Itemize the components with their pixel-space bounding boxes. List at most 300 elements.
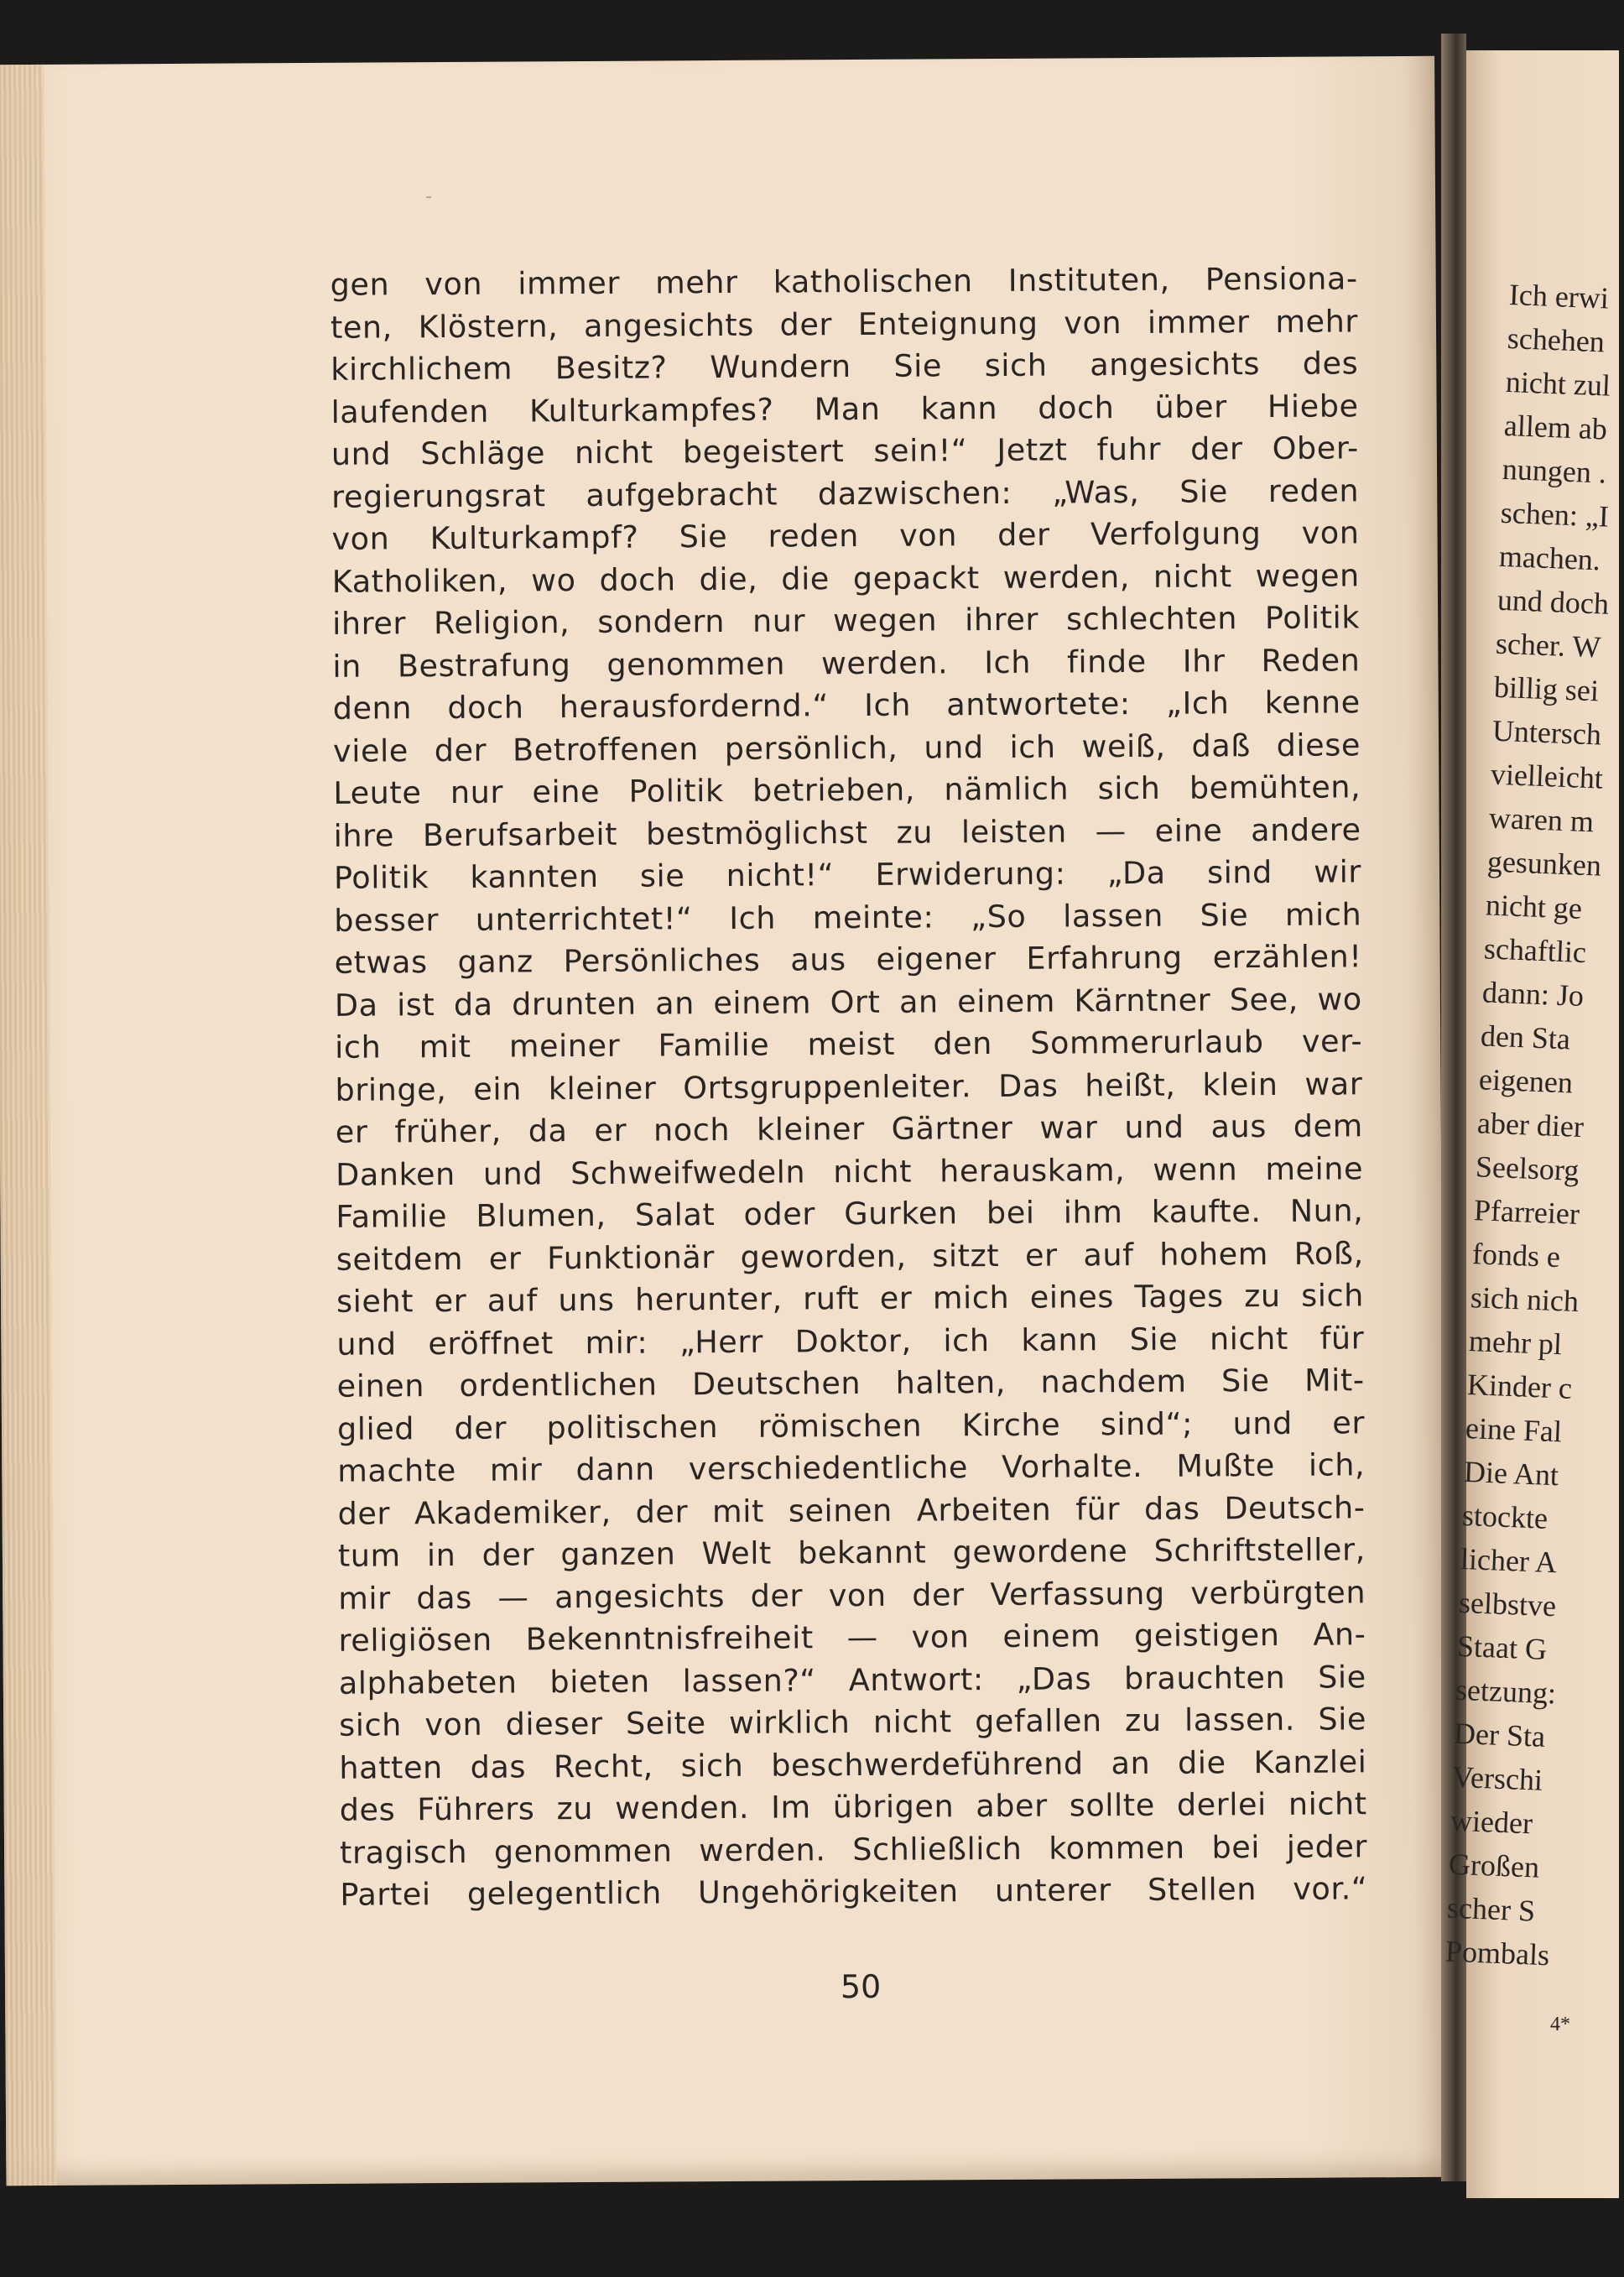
- word: dem: [1293, 1107, 1363, 1144]
- word: zu: [1124, 1701, 1162, 1739]
- word: sein!“: [873, 432, 968, 469]
- word: werden.: [699, 1831, 826, 1868]
- word: Antwort:: [848, 1660, 984, 1698]
- text-line: Die Ant: [1463, 1454, 1559, 1493]
- word: kann: [920, 389, 998, 427]
- word: Verfassung: [990, 1575, 1165, 1613]
- text-line: [338, 1529, 1366, 1577]
- word: Wundern: [710, 348, 851, 386]
- word: Schläge: [420, 435, 546, 472]
- word: Persönliches: [563, 941, 761, 980]
- word: der: [912, 1576, 965, 1613]
- word: sieht: [336, 1283, 414, 1320]
- word: Recht,: [553, 1748, 653, 1785]
- text-line: [340, 1783, 1367, 1832]
- word: wegen: [1255, 556, 1360, 594]
- word: Sie: [1318, 1658, 1366, 1696]
- word: Sie: [1221, 1363, 1270, 1399]
- word: in: [332, 648, 362, 685]
- text-line: billig sei: [1493, 670, 1600, 708]
- word: Erwiderung:: [875, 855, 1066, 893]
- word: seinen: [788, 1492, 893, 1529]
- word: meinte:: [812, 898, 934, 935]
- word: von: [331, 520, 390, 557]
- word: der: [779, 305, 833, 343]
- word: Sie: [1200, 896, 1249, 934]
- word: der: [635, 1493, 689, 1530]
- text-line: selbstve: [1458, 1585, 1557, 1623]
- word: ich: [335, 1029, 382, 1066]
- text-line: Staat G: [1456, 1628, 1548, 1666]
- word: dann: [575, 1451, 655, 1488]
- word: Vorhalte.: [1001, 1447, 1143, 1485]
- word: des: [339, 1791, 396, 1828]
- word: tum: [337, 1537, 401, 1574]
- word: sondern: [597, 602, 726, 640]
- word: gewordene: [952, 1533, 1128, 1571]
- word: mit: [711, 1493, 765, 1529]
- text-line: stockte: [1461, 1498, 1549, 1535]
- word: von: [424, 1706, 483, 1743]
- word: Akademiker,: [414, 1493, 612, 1531]
- word: meist: [807, 1025, 896, 1063]
- word: zu: [896, 813, 934, 851]
- word: Ihr: [1182, 642, 1226, 680]
- text-line: [340, 1826, 1367, 1874]
- word: reden: [1267, 472, 1360, 509]
- word: bemühten,: [1189, 769, 1361, 806]
- text-line: [340, 1868, 1367, 1916]
- word: die: [781, 560, 830, 597]
- word: einem: [713, 983, 812, 1021]
- word: ihrer: [332, 605, 407, 642]
- word: gefallen: [975, 1702, 1102, 1740]
- text-line: sich nich: [1470, 1280, 1580, 1319]
- word: Berufsarbeit: [422, 815, 618, 853]
- word: Sie: [1318, 1701, 1367, 1738]
- text-line: [335, 1020, 1362, 1069]
- word: er: [879, 1279, 913, 1316]
- word: lassen?“: [682, 1661, 816, 1699]
- word: Arbeiten: [916, 1491, 1052, 1529]
- paper-speck: [426, 196, 431, 198]
- word: Klöstern,: [418, 307, 559, 345]
- word: der: [434, 732, 487, 769]
- word: an: [1111, 1744, 1151, 1781]
- word: persönlich,: [724, 729, 898, 767]
- word: nur: [450, 774, 504, 810]
- word: politischen: [546, 1408, 719, 1446]
- word: ich: [943, 1321, 990, 1358]
- word: sich: [984, 346, 1048, 384]
- word: unterrichtet!“: [475, 899, 693, 938]
- word: dazwischen:: [817, 474, 1012, 512]
- text-line: [332, 555, 1360, 603]
- word: „So: [971, 898, 1027, 935]
- text-line: und doch: [1496, 582, 1610, 621]
- word: Religion,: [433, 604, 570, 642]
- text-line: [334, 935, 1361, 984]
- word: immer: [518, 264, 621, 302]
- page-number: 50: [840, 1967, 882, 2006]
- word: er: [594, 1112, 627, 1149]
- word: gelegentlich: [466, 1874, 662, 1912]
- word: —: [1095, 812, 1127, 849]
- word: einem: [1002, 1618, 1101, 1654]
- word: Sie: [1129, 1321, 1179, 1357]
- word: wenden.: [614, 1789, 750, 1826]
- word: wenn: [1153, 1150, 1238, 1188]
- text-line: [334, 851, 1361, 899]
- word: werden,: [1002, 558, 1131, 596]
- word: mit: [419, 1028, 471, 1066]
- word: Welt: [701, 1534, 773, 1572]
- word: Kärntner: [1074, 981, 1211, 1019]
- word: Da: [334, 986, 378, 1024]
- text-line: waren m: [1488, 800, 1595, 839]
- word: nachdem: [1040, 1363, 1187, 1400]
- text-line: [339, 1656, 1366, 1705]
- text-line: dann: Jo: [1481, 975, 1585, 1013]
- word: „Ich: [1165, 685, 1230, 722]
- word: Seite: [625, 1705, 706, 1742]
- word: jeder: [1286, 1827, 1368, 1865]
- text-line: [331, 512, 1359, 560]
- word: herauskam,: [940, 1151, 1126, 1189]
- word: nicht: [833, 1153, 913, 1190]
- text-line: schehen: [1507, 320, 1606, 359]
- word: alphabeten: [338, 1663, 518, 1701]
- word: Familie: [658, 1026, 770, 1064]
- word: der: [481, 1536, 535, 1573]
- word: Pensiona-: [1205, 260, 1358, 298]
- word: Politik: [628, 772, 724, 810]
- word: auf: [1083, 1236, 1134, 1273]
- word: nicht: [1153, 557, 1232, 595]
- word: und: [1232, 1404, 1293, 1441]
- text-line: [333, 724, 1361, 773]
- text-line: [334, 894, 1361, 942]
- word: von: [828, 1576, 887, 1613]
- word: finde: [1066, 643, 1147, 680]
- word: betrieben,: [752, 771, 916, 809]
- word: Ungehörigkeiten: [697, 1873, 959, 1911]
- word: Enteignung: [857, 305, 1038, 342]
- word: und: [482, 1154, 544, 1192]
- word: das: [1143, 1490, 1200, 1527]
- text-line: [333, 766, 1361, 815]
- text-line: [332, 597, 1360, 645]
- word: wo: [531, 561, 576, 598]
- word: genommen: [493, 1832, 673, 1870]
- word: er: [434, 1282, 467, 1320]
- text-line: [331, 342, 1358, 391]
- word: von: [898, 517, 958, 554]
- word: Katholiken,: [331, 562, 508, 600]
- word: Ich: [864, 686, 912, 723]
- word: kannten: [470, 857, 599, 895]
- word: kaufte.: [1151, 1193, 1262, 1230]
- text-line: eine Fal: [1465, 1410, 1563, 1449]
- word: sind: [1206, 853, 1273, 891]
- word: von: [1064, 304, 1122, 341]
- word: doch: [1038, 388, 1115, 426]
- text-line: Der Sta: [1453, 1716, 1546, 1753]
- word: Partei: [340, 1876, 431, 1913]
- word: zu: [556, 1790, 594, 1827]
- word: dieser: [505, 1705, 603, 1743]
- word: gepackt: [852, 559, 980, 597]
- word: nicht!“: [726, 857, 835, 894]
- word: lassen: [1062, 897, 1163, 935]
- word: einem: [957, 982, 1056, 1019]
- word: daß: [1191, 727, 1251, 764]
- word: Schweifwedeln: [570, 1153, 806, 1191]
- word: die,: [699, 560, 758, 597]
- text-line: [331, 300, 1358, 349]
- word: eröffnet: [428, 1324, 554, 1362]
- word: Ort: [830, 983, 881, 1020]
- text-line: [335, 1063, 1362, 1112]
- text-line: [331, 427, 1359, 476]
- word: sitzt: [932, 1237, 1000, 1274]
- word: Funktionär: [547, 1238, 716, 1276]
- page-edges: [0, 65, 57, 2186]
- text-line: [339, 1741, 1366, 1790]
- word: die: [1177, 1743, 1226, 1781]
- word: römischen: [757, 1407, 923, 1445]
- word: andere: [1251, 810, 1361, 848]
- word: bringe,: [335, 1071, 447, 1108]
- word: Bekenntnisfreiheit: [525, 1619, 814, 1658]
- signature-mark: 4*: [1550, 2014, 1570, 2035]
- word: Hiebe: [1267, 387, 1359, 425]
- text-line: licher A: [1460, 1541, 1558, 1580]
- word: er: [335, 1113, 368, 1150]
- word: Schriftsteller,: [1153, 1531, 1366, 1569]
- text-line: [336, 1317, 1364, 1366]
- text-line: [338, 1613, 1366, 1662]
- text-line: nicht zul: [1505, 364, 1611, 403]
- text-line: nicht ge: [1485, 888, 1583, 925]
- text-line: [336, 1232, 1364, 1281]
- word: sich: [1301, 1277, 1365, 1314]
- word: geistigen: [1133, 1616, 1280, 1654]
- word: religiösen: [338, 1621, 492, 1659]
- word: herausfordernd.“: [559, 687, 830, 726]
- word: schlechten: [1065, 600, 1238, 638]
- word: auf: [487, 1282, 539, 1319]
- word: angesichts: [583, 306, 755, 344]
- text-line: Pombals: [1444, 1934, 1550, 1972]
- word: regierungsrat: [331, 477, 546, 515]
- word: besser: [334, 901, 440, 939]
- word: drunten: [512, 985, 637, 1023]
- word: kleiner: [548, 1069, 657, 1107]
- word: von: [1301, 514, 1360, 551]
- text-line: [333, 681, 1361, 730]
- word: ganz: [457, 943, 534, 980]
- word: ich: [1009, 728, 1056, 765]
- word: Kirche: [961, 1406, 1061, 1443]
- word: ihm: [1063, 1194, 1123, 1231]
- word: mehr: [654, 263, 738, 301]
- word: nicht: [872, 1703, 952, 1740]
- text-line: gesunken: [1486, 844, 1602, 883]
- text-line: [331, 258, 1358, 306]
- word: Nun,: [1289, 1192, 1364, 1229]
- word: gen: [330, 266, 390, 303]
- text-line: schaftlic: [1483, 931, 1587, 970]
- word: reden: [768, 517, 860, 555]
- text-line: [337, 1402, 1365, 1451]
- word: „Das: [1016, 1660, 1092, 1697]
- word: Gärtner: [891, 1109, 1013, 1147]
- word: mir: [489, 1451, 543, 1488]
- word: bieten: [549, 1663, 650, 1700]
- word: eine: [1154, 811, 1223, 849]
- text-line: [336, 1148, 1363, 1196]
- text-line: [336, 1190, 1363, 1238]
- word: wirklich: [728, 1704, 851, 1741]
- word: und: [1124, 1108, 1184, 1146]
- word: ganzen: [560, 1535, 676, 1573]
- word: Kanzlei: [1253, 1743, 1367, 1780]
- text-line: fonds e: [1471, 1237, 1561, 1274]
- word: leisten: [960, 812, 1067, 850]
- word: sollte: [1069, 1786, 1155, 1824]
- text-line: eigenen: [1478, 1062, 1574, 1100]
- word: verschiedentliche: [688, 1449, 969, 1488]
- word: machte: [337, 1451, 456, 1489]
- word: denn: [332, 690, 413, 727]
- text-line: Großen: [1448, 1847, 1540, 1884]
- word: der: [750, 1576, 804, 1614]
- word: eigener: [876, 940, 997, 977]
- word: nicht: [1209, 1320, 1288, 1357]
- word: vor.“: [1293, 1870, 1368, 1907]
- word: „Herr: [679, 1323, 764, 1360]
- word: Das: [997, 1067, 1059, 1104]
- text-line: [334, 809, 1361, 857]
- word: viele: [332, 732, 409, 769]
- word: des: [1302, 345, 1359, 382]
- word: nicht: [1288, 1785, 1367, 1822]
- word: Man: [814, 390, 881, 427]
- word: antwortete:: [946, 685, 1131, 723]
- word: ver-: [1301, 1023, 1363, 1060]
- word: Politik: [333, 859, 429, 896]
- word: nämlich: [944, 770, 1070, 808]
- word: und: [331, 435, 392, 472]
- word: glied: [336, 1409, 415, 1447]
- word: geworden,: [740, 1238, 907, 1275]
- text-line: [337, 1444, 1365, 1493]
- word: unterer: [994, 1872, 1111, 1910]
- word: Mit-: [1304, 1362, 1365, 1399]
- word: immer: [1147, 303, 1250, 341]
- word: in: [426, 1536, 456, 1574]
- text-line: [332, 639, 1360, 688]
- word: aufgebracht: [586, 476, 778, 513]
- word: von: [424, 265, 483, 303]
- word: begeistert: [682, 433, 845, 471]
- word: früher,: [394, 1112, 502, 1150]
- word: Ortsgruppenleiter.: [683, 1067, 972, 1106]
- word: bei: [1211, 1828, 1261, 1865]
- text-line: Seelsorg: [1475, 1149, 1580, 1187]
- word: Jetzt: [997, 431, 1068, 468]
- word: —: [497, 1578, 529, 1616]
- word: fuhr: [1096, 430, 1162, 468]
- word: der: [454, 1409, 508, 1446]
- word: meine: [1265, 1149, 1364, 1187]
- word: Roß,: [1293, 1234, 1364, 1272]
- word: für: [1320, 1319, 1365, 1357]
- word: hatten: [339, 1748, 443, 1786]
- text-line: den Sta: [1480, 1019, 1571, 1056]
- word: über: [1154, 388, 1227, 425]
- word: Gurken: [844, 1195, 958, 1232]
- word: tragisch: [339, 1833, 468, 1871]
- word: beschwerdeführend: [771, 1744, 1084, 1784]
- word: genommen: [606, 645, 786, 683]
- word: das: [470, 1748, 527, 1785]
- text-line: Kinder c: [1466, 1368, 1573, 1405]
- word: derlei: [1176, 1786, 1267, 1823]
- word: kleiner: [756, 1110, 865, 1148]
- left-book-page: [0, 56, 1447, 2186]
- word: Kulturkampfes?: [528, 391, 774, 429]
- word: kenne: [1264, 684, 1361, 722]
- word: Doktor,: [794, 1322, 912, 1359]
- word: mir: [338, 1579, 391, 1617]
- word: sind“;: [1100, 1405, 1194, 1442]
- word: mir:: [585, 1324, 648, 1361]
- word: Ich: [729, 899, 777, 936]
- text-line: [336, 1105, 1363, 1154]
- word: Im: [771, 1789, 811, 1826]
- word: mich: [1284, 895, 1362, 933]
- text-line: [331, 470, 1359, 518]
- word: er: [488, 1239, 522, 1277]
- right-book-page: [1444, 50, 1619, 2198]
- text-line: wieder: [1450, 1803, 1533, 1841]
- word: verbürgten: [1190, 1573, 1366, 1612]
- word: der: [997, 516, 1050, 553]
- word: bestmöglichst: [645, 814, 868, 852]
- word: Deutschen: [691, 1364, 861, 1403]
- word: noch: [653, 1111, 731, 1149]
- word: An-: [1313, 1616, 1366, 1653]
- word: Betroffenen: [512, 730, 700, 769]
- text-line: machen.: [1498, 539, 1601, 577]
- word: kann: [1021, 1321, 1099, 1358]
- word: da: [528, 1112, 568, 1149]
- word: angesichts: [554, 1577, 726, 1615]
- word: katholischen: [773, 263, 973, 300]
- word: ihre: [333, 816, 395, 854]
- word: See,: [1229, 981, 1299, 1018]
- word: mich: [932, 1279, 1010, 1316]
- text-line: schen: „I: [1500, 495, 1610, 534]
- word: meiner: [508, 1027, 621, 1065]
- word: der: [1190, 430, 1243, 467]
- word: ist: [396, 986, 435, 1023]
- word: herunter,: [634, 1280, 783, 1318]
- word: doch: [599, 560, 676, 598]
- word: Reden: [1261, 641, 1361, 679]
